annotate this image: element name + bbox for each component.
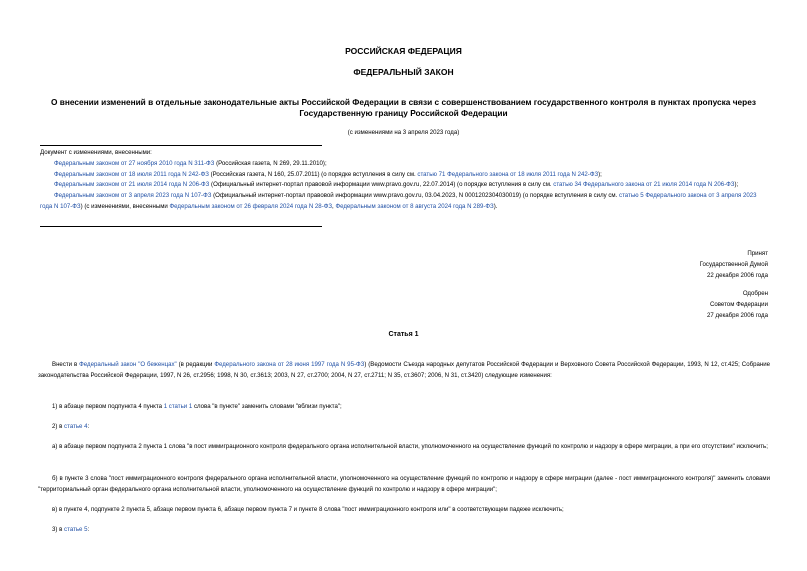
change-article-link[interactable]: статью 34 Федерального закона от 21 июля 2014 года N 206-ФЗ bbox=[553, 181, 735, 189]
paragraph-2b: б) в пункте 3 слова "пост иммиграционного контроля федерального органа исполнительной власти, уполномоченного на осуществление функций по контролю и надзору в сфере миграции (далее - пост иммиграционного контроля)" заменить словами "территориальный орган федерального органа исполнительной власти, уполномоченного на осуществление функций по контролю и надзору в сфере миграции"; bbox=[38, 475, 770, 493]
changes-intro: Документ с изменениями, внесенными: bbox=[40, 149, 152, 156]
accepted-date: 22 декабря 2006 года bbox=[707, 271, 768, 279]
change-amend-link[interactable]: Федеральным законом от 8 августа 2024 года N 289-ФЗ bbox=[335, 202, 494, 210]
change-law-link[interactable]: Федеральным законом от 18 июля 2011 года N 242-ФЗ bbox=[54, 170, 209, 178]
para-text: : bbox=[87, 423, 90, 430]
change-text: (Российская газета, N 160, 25.07.2011) (о порядке вступления в силу см. bbox=[208, 170, 418, 178]
changes-top-divider bbox=[40, 145, 322, 146]
change-text: ). bbox=[493, 202, 498, 210]
para-text: 1) в абзаце первом подпункта 4 пункта bbox=[52, 403, 164, 410]
approval-block bbox=[568, 289, 768, 321]
change-law-link[interactable]: Федеральным законом от 3 апреля 2023 года N 107-ФЗ bbox=[54, 192, 212, 200]
approved-by: Советом Федерации bbox=[709, 300, 768, 308]
para-text: Внести в bbox=[52, 361, 80, 368]
paragraph-2 bbox=[38, 421, 770, 432]
paragraph-3 bbox=[38, 524, 770, 535]
paragraph-2a: а) в абзаце первом подпункта 2 пункта 1 слова "в пост иммиграционного контроля федерального органа исполнительной власти, уполномоченного на осуществление функций по контролю и надзору в сфере миграции, а при его отсутствии" исключить; bbox=[52, 443, 768, 450]
change-text: ) (с изменениями, внесенными bbox=[80, 202, 170, 210]
article-intro-paragraph bbox=[38, 359, 770, 381]
change-law-link[interactable]: Федеральным законом от 21 июля 2014 года N 206-ФЗ bbox=[54, 181, 210, 189]
change-text: ); bbox=[734, 181, 739, 189]
change-amend-link[interactable]: Федеральным законом от 26 февраля 2024 года N 28-ФЗ bbox=[169, 202, 333, 210]
paragraph-2c: в) в пункте 4, подпункте 2 пункта 5, абзаце первом пункта 6, абзаце первом пункта 7 и пункте 8 слова "пост иммиграционного контроля или" в соответствующем падеже исключить; bbox=[52, 506, 564, 513]
para-text: 2) в bbox=[52, 423, 65, 430]
changes-block bbox=[40, 148, 770, 213]
change-text: (Официальный интернет-портал правовой информации www.pravo.gov.ru, 03.04.2023, N 0001202304030019) (о порядке вступления в силу см. bbox=[211, 192, 620, 200]
para-text: (в редакции bbox=[176, 361, 215, 368]
edition-note: (с изменениями на 3 апреля 2023 года) bbox=[347, 129, 460, 136]
para-text: слова "в пункте" заменить словами "вблизи пункта"; bbox=[192, 403, 342, 410]
refugees-law-link[interactable]: Федеральный закон "О беженцах" bbox=[79, 361, 177, 368]
changes-bottom-divider bbox=[40, 226, 322, 227]
change-item bbox=[40, 170, 770, 181]
para-text: ) (Ведомости Съезда народных депутатов Российской Федерации и Верховного Совета Российской Федерации, 1993, N 12, ст.425; Собрание законодательства Российской Федерации, 1997, N 26, ст.2956; 1998, N 30, ст.3613; 2003, N 27, ст.2700; 2004, N 27, ст.2711; N 35, ст.3607; 2006, N 31, ст.3420) следующие изменения: bbox=[38, 361, 771, 379]
change-article-link[interactable]: статью 5 Федерального закона от 3 апреля 2023 года N 107-ФЗ bbox=[40, 192, 757, 210]
change-text: , bbox=[332, 202, 336, 210]
item-1-link[interactable]: 1 bbox=[163, 403, 168, 410]
para-text: 3) в bbox=[52, 526, 65, 533]
change-text: ); bbox=[598, 170, 602, 178]
paragraph-1 bbox=[38, 401, 770, 412]
para-text: : bbox=[87, 526, 90, 533]
country-heading: РОССИЙСКАЯ ФЕДЕРАЦИЯ bbox=[345, 46, 462, 56]
approved-date: 27 декабря 2006 года bbox=[707, 311, 768, 319]
adoption-block bbox=[568, 249, 768, 281]
article-5-link[interactable]: статье 5 bbox=[64, 526, 88, 533]
change-text: (Российская газета, N 269, 29.11.2010); bbox=[214, 159, 327, 167]
article-heading: Статья 1 bbox=[388, 331, 419, 338]
change-item bbox=[40, 191, 770, 213]
change-item bbox=[40, 159, 770, 170]
change-law-link[interactable]: Федеральным законом от 27 ноября 2010 года N 311-ФЗ bbox=[54, 159, 215, 167]
accepted-word: Принят bbox=[747, 250, 768, 257]
law-type-heading: ФЕДЕРАЛЬНЫЙ ЗАКОН bbox=[353, 67, 454, 77]
article-1-link[interactable]: статьи 1 bbox=[168, 403, 193, 410]
amending-law-link[interactable]: Федерального закона от 28 июня 1997 года N 95-ФЗ bbox=[214, 361, 365, 368]
change-item bbox=[40, 180, 770, 191]
change-text: (Официальный интернет-портал правовой информации www.pravo.gov.ru, 22.07.2014) (о порядке вступления в силу см. bbox=[209, 181, 554, 189]
article-4-link[interactable]: статье 4 bbox=[64, 423, 88, 430]
accepted-by: Государственной Думой bbox=[699, 260, 768, 268]
approved-word: Одобрен bbox=[742, 290, 768, 297]
change-article-link[interactable]: статью 71 Федерального закона от 18 июля 2011 года N 242-ФЗ bbox=[417, 170, 599, 178]
document-title: О внесении изменений в отдельные законодательные акты Российской Федерации в связи с совершенствованием государственного контроля в пунктах пропуска через Государственную границу Российской Федерации bbox=[51, 97, 756, 118]
